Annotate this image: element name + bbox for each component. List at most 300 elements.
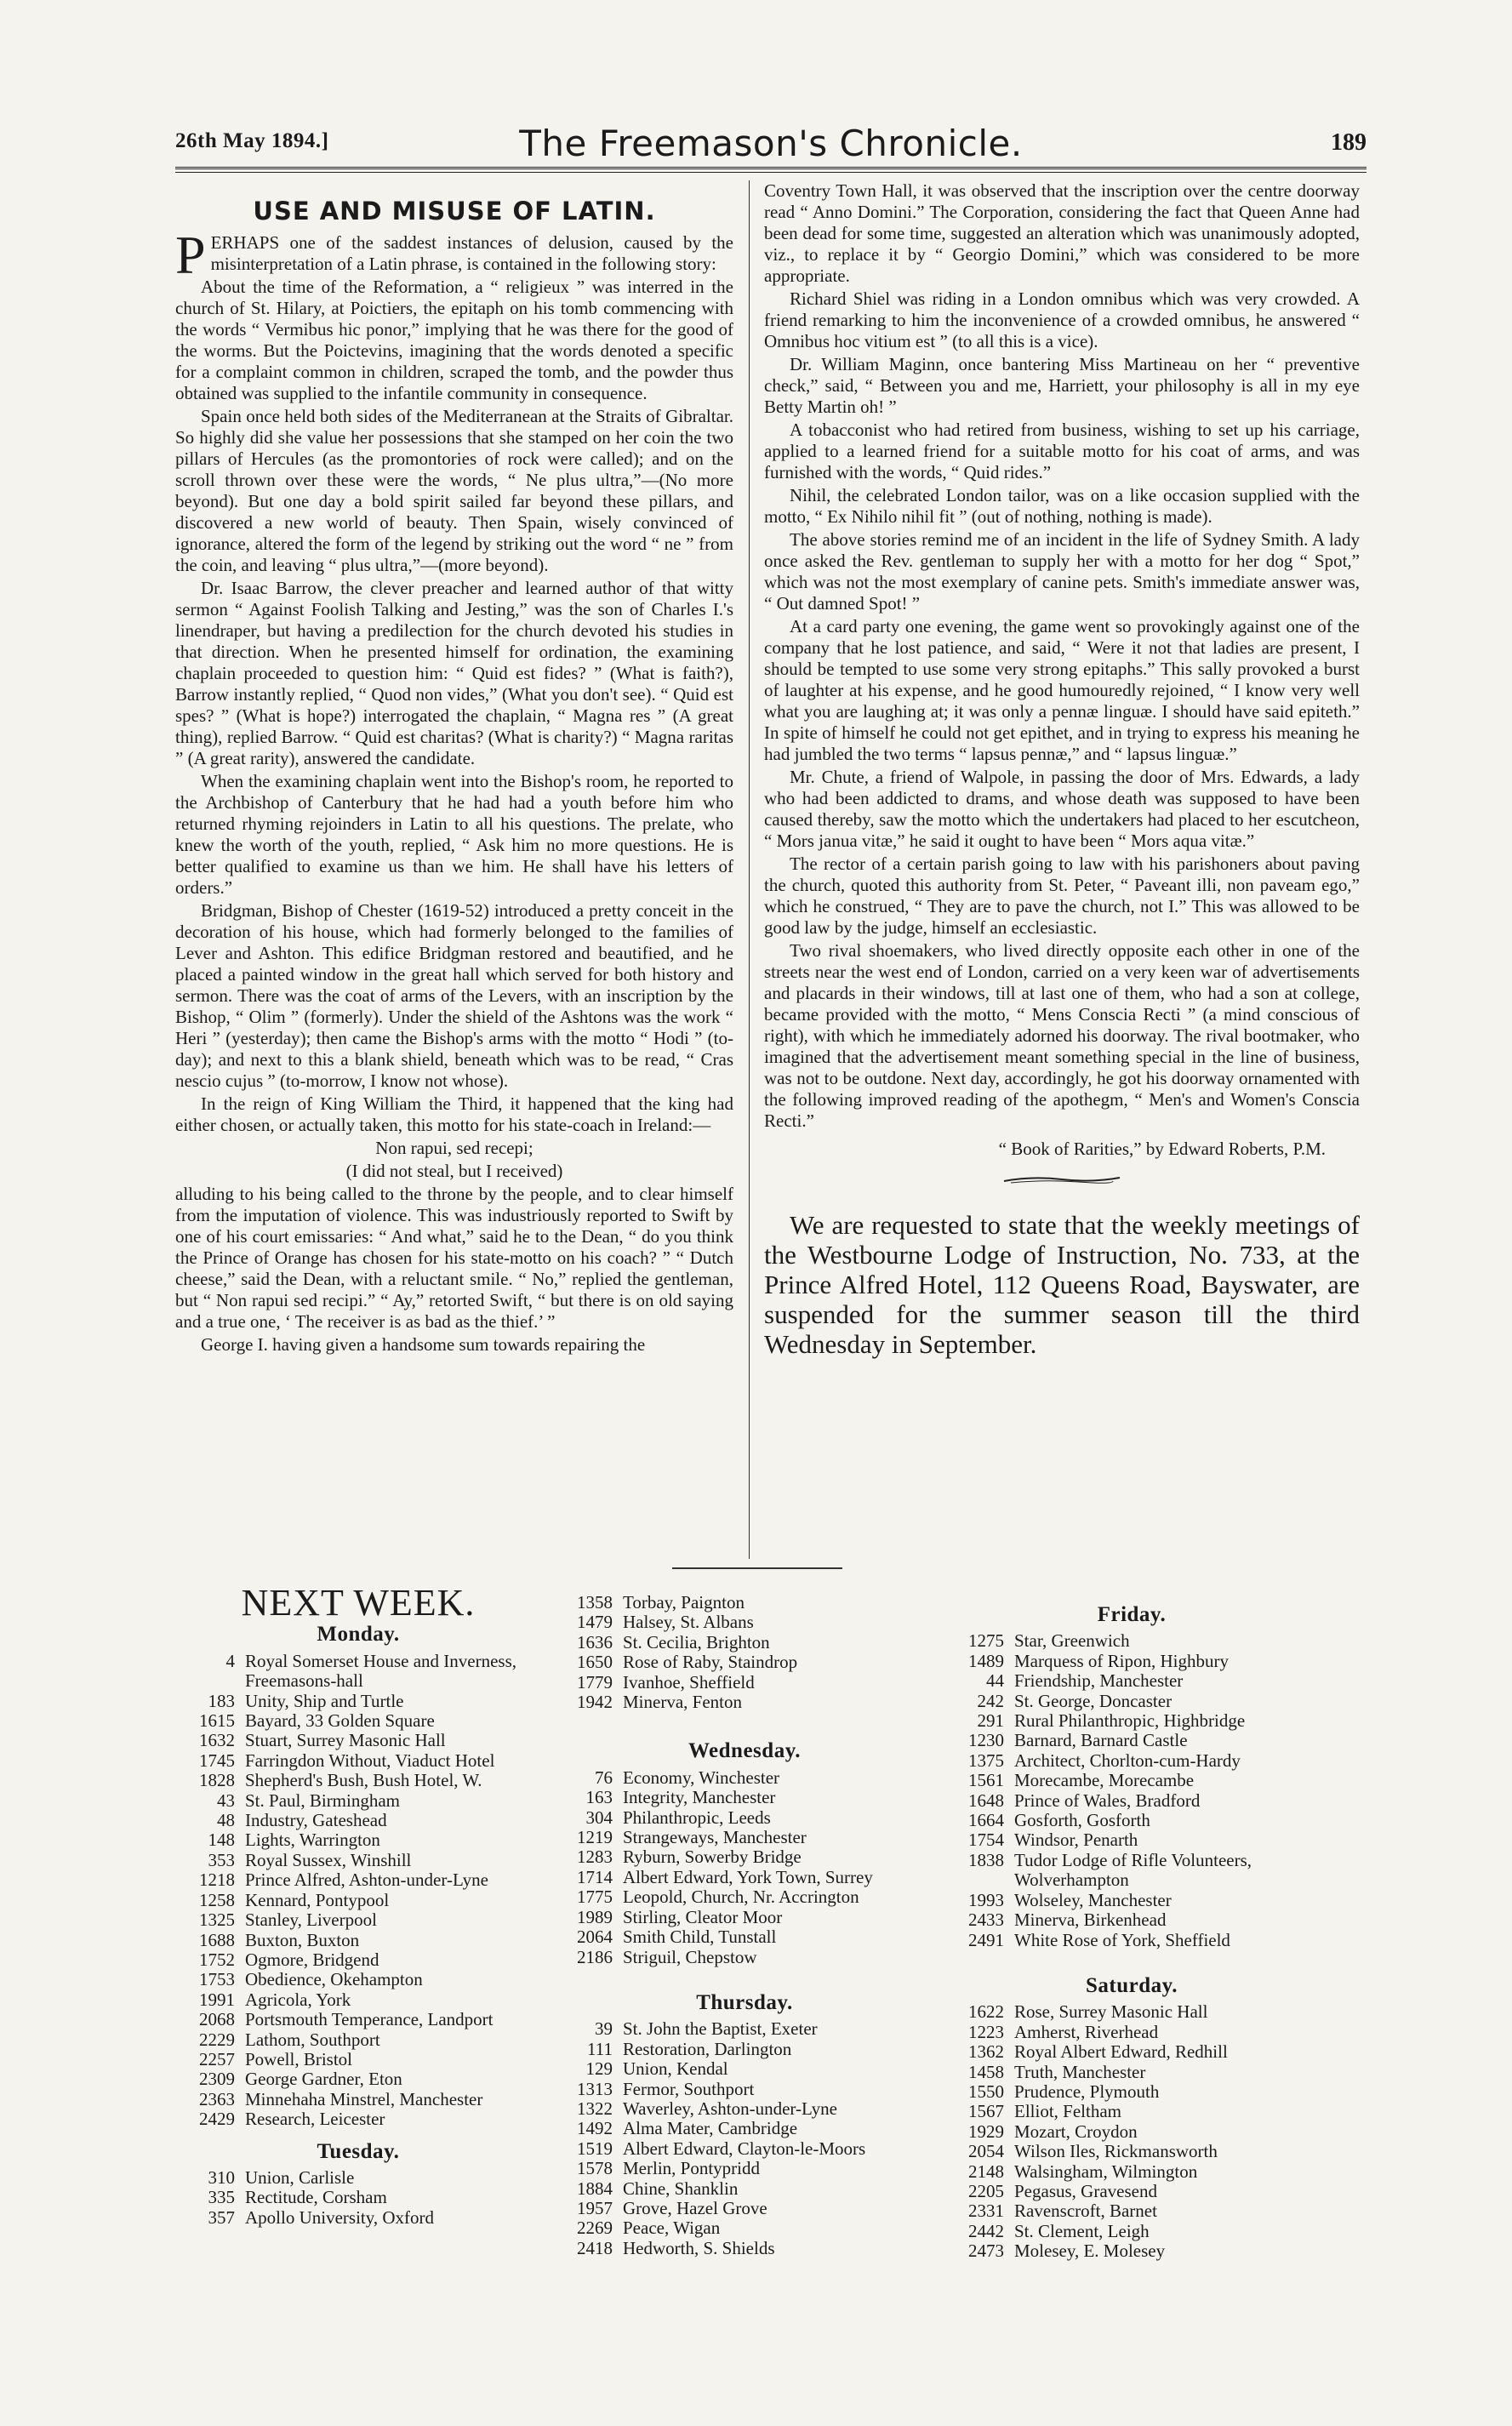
column-rule (749, 180, 750, 1559)
ornament-rule (764, 1168, 1360, 1190)
lodge-entry (553, 2159, 936, 2178)
lodge-number: 76 (595, 1767, 613, 1788)
lodge-entry (175, 2069, 541, 2089)
lodge-name: St. George, Doncaster (1014, 1690, 1173, 1711)
lodge-number: 129 (585, 2058, 613, 2080)
lodge-name: Fermor, Southport (623, 2078, 755, 2099)
lodge-number: 48 (217, 1810, 235, 1831)
lodge-name: Morecambe, Morecambe (1014, 1770, 1195, 1791)
lodge-entry (553, 2199, 936, 2218)
lodge-name: Gosforth, Gosforth (1014, 1810, 1150, 1831)
lodge-name: Ryburn, Sowerby Bridge (623, 1847, 802, 1868)
lodge-number: 2442 (968, 2220, 1004, 2241)
lodge-entry (553, 1887, 936, 1907)
lodge-entry (175, 1990, 541, 2010)
lodge-name: Waverley, Ashton-under-Lyne (623, 2098, 837, 2119)
lodge-number: 1714 (577, 1866, 613, 1887)
paragraph: Spain once held both sides of the Mediterranean at the Straits of Gibraltar. So highly did she value her possessions that she stamped on her coin the two pillars of Hercules (as the promontories of rock were called); and on the scroll thrown over these were the words, “ Ne plus ultra,”—(No more beyond). But one day a bold spirit sailed far beyond these pillars, and discovered a new world of beauty. Then Spain, wisely convinced of ignorance, altered the form of the legend by striking out the word “ ne ” from the coin, and leaving “ plus ultra,”—(more beyond). (175, 406, 733, 575)
lodge-entry (553, 2218, 936, 2238)
lodge-number: 310 (208, 2166, 235, 2188)
lodge-name: Star, Greenwich (1014, 1630, 1130, 1652)
lodge-entry (944, 1671, 1319, 1691)
lodge-entry (175, 1830, 541, 1850)
next-week-column-1 (175, 1582, 541, 2228)
lodge-number: 357 (208, 2206, 235, 2228)
monday-list (175, 1652, 541, 2130)
lodge-name: Amherst, Riverhead (1014, 2021, 1159, 2042)
lodge-entry (944, 2142, 1319, 2161)
paragraph: Two rival shoemakers, who lived directly opposite each other in one of the streets near the west end of London, carried on a very keen war of advertisements and placards in their windows, till at last one of them, who had a son at college, became provided with the motto, “ Mens Conscia Recti ” (a mind conscious of right), with which he immediately adorned his doorway. The rival bootmaker, who imagined that the advertisement meant something special in the line of business, was not to be outdone. Next day, accordingly, he got his doorway ornamented with the following improved reading of the apothegm, “ Men's and Women's Conscia Recti.” (764, 940, 1360, 1131)
paragraph: When the examining chaplain went into the Bishop's room, he reported to the Archbishop of Canterbury that he had had a youth before him who returned rhyming rejoinders in Latin to all his questions. The prelate, who knew the worth of the youth, replied, “ Ask him no more questions. He is better qualified to examine us than we him. He shall have his letters of orders.” (175, 771, 733, 898)
paragraph (175, 225, 733, 285)
paragraph: alluding to his being called to the throne by the people, and to clear himself from the imputation of violence. This was industriously reported to Swift by one of his court emissaries: “ And what,” said he to the Dean, “ do you think the Prince of Orange has chosen for his state-motto on his coach? ” “ Dutch cheese,” said the Dean, with a reluctant smile. “ No,” replied the gentleman, but “ Non rapui sed recipi.” “ Ay,” retorted Swift, “ but there is on old saying and a true one, ‘ The receiver is as bad as the thief.’ ” (175, 1184, 733, 1332)
lodge-entry (553, 1948, 936, 1967)
lodge-number: 1991 (199, 1989, 235, 2010)
lodge-entry (553, 1927, 936, 1947)
day-heading-monday: Monday. (317, 1623, 400, 1647)
lodge-name: Restoration, Darlington (623, 2038, 792, 2059)
lodge-entry (553, 1808, 936, 1828)
lodge-number: 1492 (577, 2118, 613, 2139)
lodge-name: Minnehaha Minstrel, Manchester (245, 2088, 483, 2109)
masthead-title: The Freemason's Chronicle. (519, 123, 1023, 164)
article-credit: “ Book of Rarities,” by Edward Roberts, P.M. (998, 1139, 1326, 1159)
lodge-entry (175, 2030, 541, 2050)
lodge-name: Halsey, St. Albans (623, 1612, 754, 1633)
lodge-entry (553, 2040, 936, 2059)
paragraph: In the reign of King William the Third, it happened that the king had either chosen, or actually taken, this motto for his state-coach in Ireland:— (175, 1093, 733, 1135)
lodge-number: 1745 (199, 1750, 235, 1771)
lodge-name: Rose of Raby, Staindrop (623, 1652, 798, 1673)
article-right-column (764, 180, 1360, 1361)
lodge-entry (175, 1891, 541, 1910)
paragraph-text: ERHAPS one of the saddest instances of delusion, caused by the misinterpretation of a Latin phrase, is contained in the following story: (210, 232, 733, 274)
lodge-name: Wolseley, Manchester (1014, 1889, 1172, 1910)
lodge-entry (175, 1870, 541, 1890)
lodge-number: 1753 (199, 1969, 235, 1990)
lodge-name: Friendship, Manchester (1014, 1670, 1184, 1692)
saturday-list (944, 2002, 1319, 2261)
issue-date: 26th May 1894.] (175, 129, 329, 152)
lodge-number: 1219 (577, 1827, 613, 1848)
lodge-entry (944, 2082, 1319, 2102)
lodge-number: 1358 (577, 1592, 613, 1613)
lodge-name: Agricola, York (245, 1989, 351, 2010)
lodge-entry (175, 1910, 541, 1930)
lodge-entry (553, 1847, 936, 1867)
lodge-name: Minerva, Fenton (623, 1692, 742, 1713)
lodge-entry (553, 1692, 936, 1712)
lodge-number: 291 (977, 1710, 1004, 1732)
lodge-number: 1322 (577, 2098, 613, 2119)
lodge-name: Minerva, Birkenhead (1014, 1909, 1167, 1931)
lodge-number: 148 (208, 1829, 235, 1851)
lodge-entry (175, 1711, 541, 1731)
lodge-name: Union, Carlisle (245, 2166, 355, 2188)
lodge-number: 1258 (199, 1889, 235, 1910)
lodge-entry (175, 1811, 541, 1830)
lodge-entry (175, 2208, 541, 2228)
lodge-entry (175, 1751, 541, 1771)
lodge-name: Architect, Chorlton-cum-Hardy (1014, 1750, 1241, 1771)
lodge-number: 1325 (199, 1909, 235, 1931)
lodge-number: 183 (208, 1690, 235, 1711)
lodge-name: Buxton, Buxton (245, 1929, 360, 1950)
lodge-name: Grove, Hazel Grove (623, 2197, 767, 2218)
lodge-number: 2068 (199, 2009, 235, 2030)
lodge-entry (944, 1910, 1319, 1930)
lodge-number: 1828 (199, 1770, 235, 1791)
lodge-number: 1648 (968, 1790, 1004, 1811)
lodge-name: Chine, Shanklin (623, 2178, 739, 2199)
lodge-name: Rural Philanthropic, Highbridge (1014, 1710, 1246, 1732)
lodge-name: Powell, Bristol (245, 2048, 353, 2069)
lodge-name: Prudence, Plymouth (1014, 2081, 1160, 2102)
paragraph: A tobacconist who had retired from business, wishing to set up his carriage, applied to a learned friend for a suitable motto for his coat of arms, and was furnished with the words, “ Quid rides.” (764, 420, 1360, 482)
lodge-number: 1884 (577, 2178, 613, 2199)
lodge-name: Unity, Ship and Turtle (245, 1690, 404, 1711)
paragraph: Nihil, the celebrated London tailor, was on a like occasion supplied with the motto, “ Ex Nihilo nihil fit ” (out of nothing, nothing is made). (764, 485, 1360, 527)
lodge-number: 1561 (968, 1770, 1004, 1791)
latin-quote: Non rapui, sed recepi; (375, 1138, 533, 1158)
lodge-number: 2433 (968, 1909, 1004, 1931)
lodge-number: 335 (208, 2187, 235, 2208)
lodge-number: 1375 (968, 1750, 1004, 1771)
lodge-number: 2491 (968, 1929, 1004, 1950)
lodge-entry (175, 2010, 541, 2029)
lodge-name: Torbay, Paignton (623, 1592, 745, 1613)
lodge-number: 1275 (968, 1630, 1004, 1652)
day-heading-friday: Friday. (1097, 1603, 1167, 1626)
lodge-number: 1929 (968, 2121, 1004, 2142)
lodge-number: 1230 (968, 1730, 1004, 1751)
lodge-number: 1458 (968, 2061, 1004, 2082)
lodge-name: Albert Edward, York Town, Surrey (623, 1866, 873, 1887)
lodge-entry (944, 2023, 1319, 2042)
lodge-entry (553, 2139, 936, 2159)
lodge-name: Royal Somerset House and Inverness, Freemasons-hall (245, 1650, 517, 1692)
next-week-title: NEXT WEEK. (241, 1582, 476, 1624)
lodge-entry (553, 2119, 936, 2138)
lodge-entry (175, 1652, 541, 1692)
lodge-name: Lathom, Southport (245, 2029, 380, 2050)
lodge-number: 2148 (968, 2161, 1004, 2182)
lodge-name: Wilson Iles, Rickmansworth (1014, 2141, 1218, 2162)
lodge-name: Stanley, Liverpool (245, 1909, 377, 1931)
paragraph: George I. having given a handsome sum towards repairing the (201, 1334, 646, 1355)
lodge-name: Elliot, Feltham (1014, 2101, 1121, 2122)
lodge-number: 2269 (577, 2218, 613, 2239)
lodge-entry (175, 1931, 541, 1950)
lodge-entry (175, 2050, 541, 2069)
lodge-entry (944, 1631, 1319, 1651)
lodge-entry (553, 2179, 936, 2199)
lodge-number: 2186 (577, 1946, 613, 1967)
lodge-entry (944, 2241, 1319, 2261)
lodge-entry (175, 1731, 541, 1750)
lodge-entry (944, 1830, 1319, 1850)
lodge-name: Royal Sussex, Winshill (245, 1849, 412, 1870)
lodge-number: 39 (595, 2018, 613, 2040)
lodge-entry (944, 1711, 1319, 1731)
lodge-entry (944, 2182, 1319, 2201)
lodge-number: 2363 (199, 2088, 235, 2109)
lodge-name: Industry, Gateshead (245, 1810, 387, 1831)
lodge-entry (944, 2063, 1319, 2082)
lodge-name: Barnard, Barnard Castle (1014, 1730, 1188, 1751)
day-heading-saturday: Saturday. (1085, 1973, 1178, 1997)
page-header (175, 119, 1367, 170)
section-divider (672, 1567, 842, 1569)
quote-translation: (I did not steal, but I received) (345, 1161, 563, 1181)
lodge-name: Union, Kendal (623, 2058, 728, 2080)
lodge-number: 1779 (577, 1671, 613, 1692)
lodge-name: Shepherd's Bush, Bush Hotel, W. (245, 1770, 482, 1791)
lodge-number: 111 (587, 2038, 613, 2059)
lodge-entry (175, 1970, 541, 1989)
lodge-name: Stuart, Surrey Masonic Hall (245, 1730, 446, 1751)
lodge-entry (944, 1931, 1319, 1950)
lodge-entry (944, 1731, 1319, 1750)
lodge-number: 1957 (577, 2197, 613, 2218)
lodge-name: St. Paul, Birmingham (245, 1790, 401, 1811)
lodge-name: Stirling, Cleator Moor (623, 1906, 783, 1927)
lodge-number: 1993 (968, 1889, 1004, 1910)
next-week-column-2 (553, 1593, 936, 2258)
lodge-number: 1362 (968, 2041, 1004, 2063)
lodge-number: 1615 (199, 1710, 235, 1732)
lodge-entry (175, 1791, 541, 1811)
page-number: 189 (1331, 129, 1367, 156)
lodge-name: Ogmore, Bridgend (245, 1949, 379, 1970)
lodge-entry (553, 2019, 936, 2039)
lodge-number: 1650 (577, 1652, 613, 1673)
lodge-entry (944, 1811, 1319, 1830)
lodge-name: Portsmouth Temperance, Landport (245, 2009, 494, 2030)
paragraph: Richard Shiel was riding in a London omnibus which was very crowded. A friend remarking to him the inconvenience of a crowded omnibus, he answered “ Omnibus hoc vitium est ” (to all this is a vice). (764, 288, 1360, 351)
header-rule (175, 167, 1367, 173)
lodge-number: 1313 (577, 2078, 613, 2099)
lodge-entry (553, 1593, 936, 1613)
lodge-number: 1754 (968, 1829, 1004, 1851)
paragraph: Dr. Isaac Barrow, the clever preacher and learned author of that witty sermon “ Against Foolish Talking and Jesting,” was the son of Charles I.'s linendraper, but having a predilection for the church devoted his studies in that direction. When he presented himself for ordination, the examining chaplain proceeded to question him: “ Quid est fides? ” (What is faith?), Barrow instantly replied, “ Quod non vides,” (What you don't see). “ Quid est spes? ” (What is hope?) interrogated the chaplain, “ Magna res ” (A great thing), replied Barrow. “ Quid est charitas? (What is charity?) “ Magna raritas ” (A great rarity), answered the candidate. (175, 578, 733, 768)
lodge-entry (944, 1771, 1319, 1790)
lodge-entry (175, 1851, 541, 1870)
lodge-number: 1775 (577, 1887, 613, 1908)
lodge-number: 1550 (968, 2081, 1004, 2102)
lodge-name: Windsor, Penarth (1014, 1829, 1138, 1851)
lodge-name: Truth, Manchester (1014, 2061, 1146, 2082)
lodge-entry (944, 2201, 1319, 2221)
lodge-name: Ivanhoe, Sheffield (623, 1671, 755, 1692)
right-paragraphs (764, 180, 1360, 1132)
lodge-entry (553, 2059, 936, 2079)
lodge-number: 1688 (199, 1929, 235, 1950)
lodge-name: Obedience, Okehampton (245, 1969, 423, 1990)
lodge-number: 4 (225, 1650, 235, 1671)
lodge-number: 1622 (968, 2001, 1004, 2023)
day-heading-wednesday: Wednesday. (688, 1739, 802, 1763)
lodge-number: 44 (986, 1670, 1004, 1692)
lodge-notice: We are requested to state that the weekly meetings of the Westbourne Lodge of Instruction, No. 733, at the Prince Alfred Hotel, 112 Queens Road, Bayswater, are suspended for the summer season till the third Wednesday in September. (764, 1210, 1360, 1359)
lodge-entry (553, 1788, 936, 1807)
article-left-column (175, 196, 733, 1357)
lodge-entry (175, 2188, 541, 2207)
lodge-number: 2309 (199, 2069, 235, 2090)
lodge-name: St. John the Baptist, Exeter (623, 2018, 818, 2040)
lodge-entry (553, 1908, 936, 1927)
lodge-name: Smith Child, Tunstall (623, 1927, 777, 1948)
lodge-name: Pegasus, Gravesend (1014, 2180, 1157, 2201)
lodge-number: 1479 (577, 1612, 613, 1633)
lodge-name: Albert Edward, Clayton-le-Moors (623, 2138, 866, 2159)
left-after-quote (175, 1184, 733, 1356)
lodge-name: Prince of Wales, Bradford (1014, 1790, 1201, 1811)
wednesday-list (553, 1768, 936, 1967)
paragraph: Dr. William Maginn, once bantering Miss Martineau on her “ preventive check,” said, “ Between you and me, Harriett, your philosophy is all in my eye Betty Martin oh! ” (764, 354, 1360, 417)
lodge-name: Striguil, Chepstow (623, 1946, 757, 1967)
lodge-number: 2205 (968, 2180, 1004, 2201)
lodge-name: Apollo University, Oxford (245, 2206, 435, 2228)
tuesday-list (175, 2168, 541, 2228)
paragraph: At a card party one evening, the game went so provokingly against one of the company that he lost patience, and said, “ Were it not that ladies are present, I should be tempted to use some very strong epitaphs.” This sally provoked a burst of laughter at his expense, and he good humouredly rejoined, “ I know very well what you are laughing at; it was only a pennæ linguæ. I should have said epiteth.” In spite of himself he could not get epithet, and in trying to express his meaning he had jumbled the two terms “ lapsus pennæ,” and “ lapsus linguæ.” (764, 616, 1360, 764)
lodge-number: 1578 (577, 2158, 613, 2179)
lodge-name: Rectitude, Corsham (245, 2187, 387, 2208)
lodge-number: 2418 (577, 2237, 613, 2258)
lodge-entry (175, 1692, 541, 1711)
lodge-entry (944, 2042, 1319, 2062)
lodge-name: Strangeways, Manchester (623, 1827, 807, 1848)
lodge-entry (944, 1791, 1319, 1811)
day-heading-thursday: Thursday. (696, 1990, 793, 2014)
next-week-column-3 (944, 1593, 1319, 2262)
paragraph: The rector of a certain parish going to law with his parishoners about paving the church, quoted this authority from St. Peter, “ Paveant illi, non paveam ego,” which he construed, “ They are to pave the church, not I.” This was allowed to be good law by the judge, himself an ecclesiastic. (764, 853, 1360, 938)
lodge-number: 2429 (199, 2109, 235, 2130)
lodge-entry (553, 1673, 936, 1692)
lodge-entry (944, 1652, 1319, 1671)
lodge-number: 353 (208, 1849, 235, 1870)
lodge-entry (944, 2222, 1319, 2241)
lodge-entry (553, 2080, 936, 2099)
lodge-name: Peace, Wigan (623, 2218, 721, 2239)
lodge-number: 1636 (577, 1631, 613, 1653)
lodge-entry (944, 1851, 1319, 1891)
lodge-number: 43 (217, 1790, 235, 1811)
lodge-entry (553, 2099, 936, 2119)
lodge-number: 1664 (968, 1810, 1004, 1831)
lodge-entry (944, 2122, 1319, 2142)
article-title: USE AND MISUSE OF LATIN. (253, 197, 656, 225)
lodge-number: 1519 (577, 2138, 613, 2159)
lodge-entry (553, 1868, 936, 1887)
lodge-number: 1632 (199, 1730, 235, 1751)
lodge-entry (944, 2002, 1319, 2022)
lodge-entry (553, 2239, 936, 2258)
thursday-list (553, 2019, 936, 2258)
paragraph: Coventry Town Hall, it was observed that the inscription over the centre doorway read “ Anno Domini.” The Corporation, considering the fact that Queen Anne had been dead for some time, suggested an alteration which was unanimously adopted, viz., to replace it by “ Georgio Domini,” which was considered to be more appropriate. (764, 180, 1360, 286)
lodge-number: 1838 (968, 1849, 1004, 1870)
lodge-entry (944, 2162, 1319, 2182)
lodge-number: 242 (977, 1690, 1004, 1711)
lodge-number: 1489 (968, 1650, 1004, 1671)
left-paragraphs (175, 225, 733, 1136)
lodge-name: White Rose of York, Sheffield (1014, 1929, 1230, 1950)
lodge-name: Merlin, Pontypridd (623, 2158, 760, 2179)
lodge-entry (944, 2102, 1319, 2121)
lodge-number: 2331 (968, 2201, 1004, 2222)
lodge-number: 2473 (968, 2240, 1004, 2262)
lodge-name: Rose, Surrey Masonic Hall (1014, 2001, 1208, 2023)
lodge-entry (553, 1613, 936, 1632)
lodge-name: Kennard, Pontypool (245, 1889, 390, 1910)
lodge-name: Marquess of Ripon, Highbury (1014, 1650, 1229, 1671)
lodge-entry (175, 2109, 541, 2129)
lodge-entry (944, 1891, 1319, 1910)
tuesday-list-cont (553, 1593, 936, 1712)
lodge-name: St. Cecilia, Brighton (623, 1631, 770, 1653)
paragraph: Mr. Chute, a friend of Walpole, in passing the door of Mrs. Edwards, a lady who had been addicted to drams, and whose death was supposed to have been caused thereby, saw the motto which the undertakers had placed to her escutcheon, “ Mors janua vitæ,” he said it ought to have been “ Mors aqua vitæ.” (764, 767, 1360, 851)
lodge-name: Molesey, E. Molesey (1014, 2240, 1166, 2262)
lodge-name: St. Clement, Leigh (1014, 2220, 1150, 2241)
lodge-number: 1989 (577, 1906, 613, 1927)
lodge-entry (175, 1771, 541, 1790)
lodge-number: 1567 (968, 2101, 1004, 2122)
lodge-name: Royal Albert Edward, Redhill (1014, 2041, 1228, 2063)
lodge-name: Ravenscroft, Barnet (1014, 2201, 1157, 2222)
lodge-name: Leopold, Church, Nr. Accrington (623, 1887, 859, 1908)
lodge-name: Farringdon Without, Viaduct Hotel (245, 1750, 495, 1771)
lodge-entry (553, 1768, 936, 1788)
lodge-name: Alma Mater, Cambridge (623, 2118, 798, 2139)
lodge-number: 2064 (577, 1927, 613, 1948)
lodge-entry (175, 2168, 541, 2188)
lodge-number: 2054 (968, 2141, 1004, 2162)
lodge-name: Economy, Winchester (623, 1767, 780, 1788)
lodge-number: 1942 (577, 1692, 613, 1713)
friday-list (944, 1631, 1319, 1950)
lodge-entry (944, 1692, 1319, 1711)
lodge-entry (553, 1633, 936, 1653)
lodge-name: Hedworth, S. Shields (623, 2237, 775, 2258)
lodge-number: 304 (585, 1807, 613, 1828)
lodge-number: 1283 (577, 1847, 613, 1868)
lodge-name: Lights, Warrington (245, 1829, 380, 1851)
paragraph: Bridgman, Bishop of Chester (1619-52) introduced a pretty conceit in the decoration of his house, which had formerly belonged to the families of Lever and Ashton. This edifice Bridgman restored and beautified, and he placed a painted window in the great hall which served for both history and sermon. There was the coat of arms of the Levers, with an inscription by the Bishop, “ Olim ” (formerly). Under the shield of the Ashtons was the work “ Heri ” (yesterday); then came the Bishop's arms with the motto “ Hodi ” (to-day); and next to this a blank shield, beneath which was to be read, “ Cras nescio cujus ” (to-morrow, I know not whose). (175, 900, 733, 1091)
drop-cap: P (175, 225, 206, 285)
lodge-entry (175, 1950, 541, 1970)
lodge-name: Prince Alfred, Ashton-under-Lyne (245, 1869, 488, 1891)
lodge-number: 2257 (199, 2048, 235, 2069)
lodge-entry (944, 1751, 1319, 1771)
lodge-entry (553, 1828, 936, 1847)
paragraph: About the time of the Reformation, a “ religieux ” was interred in the church of St. Hilary, at Poictiers, the epitaph on his tomb commencing with the words “ Vermibus hic ponor,” implying that he was there for the good of the worms. But the Poictevins, imagining that the words denoted a specific for a complaint common in children, scraped the tomb, and the powder thus obtained was supplied to the infantile community in consequence. (175, 277, 733, 403)
lodge-name: Tudor Lodge of Rifle Volunteers, Wolverhampton (1014, 1849, 1252, 1891)
lodge-name: Bayard, 33 Golden Square (245, 1710, 435, 1732)
lodge-number: 163 (585, 1787, 613, 1808)
lodge-number: 1223 (968, 2021, 1004, 2042)
lodge-number: 1218 (199, 1869, 235, 1891)
day-heading-tuesday: Tuesday. (317, 2139, 400, 2163)
lodge-number: 1752 (199, 1949, 235, 1970)
lodge-name: Walsingham, Wilmington (1014, 2161, 1198, 2182)
lodge-name: Philanthropic, Leeds (623, 1807, 771, 1828)
lodge-name: George Gardner, Eton (245, 2069, 402, 2090)
lodge-name: Integrity, Manchester (623, 1787, 776, 1808)
lodge-entry (553, 1653, 936, 1672)
lodge-name: Research, Leicester (245, 2109, 385, 2130)
lodge-number: 2229 (199, 2029, 235, 2050)
paragraph: The above stories remind me of an incident in the life of Sydney Smith. A lady once asked the Rev. gentleman to supply her with a motto for her dog “ Spot,” which was not the most exemplary of canine pets. Smith's immediate answer was, “ Out damned Spot! ” (764, 529, 1360, 614)
